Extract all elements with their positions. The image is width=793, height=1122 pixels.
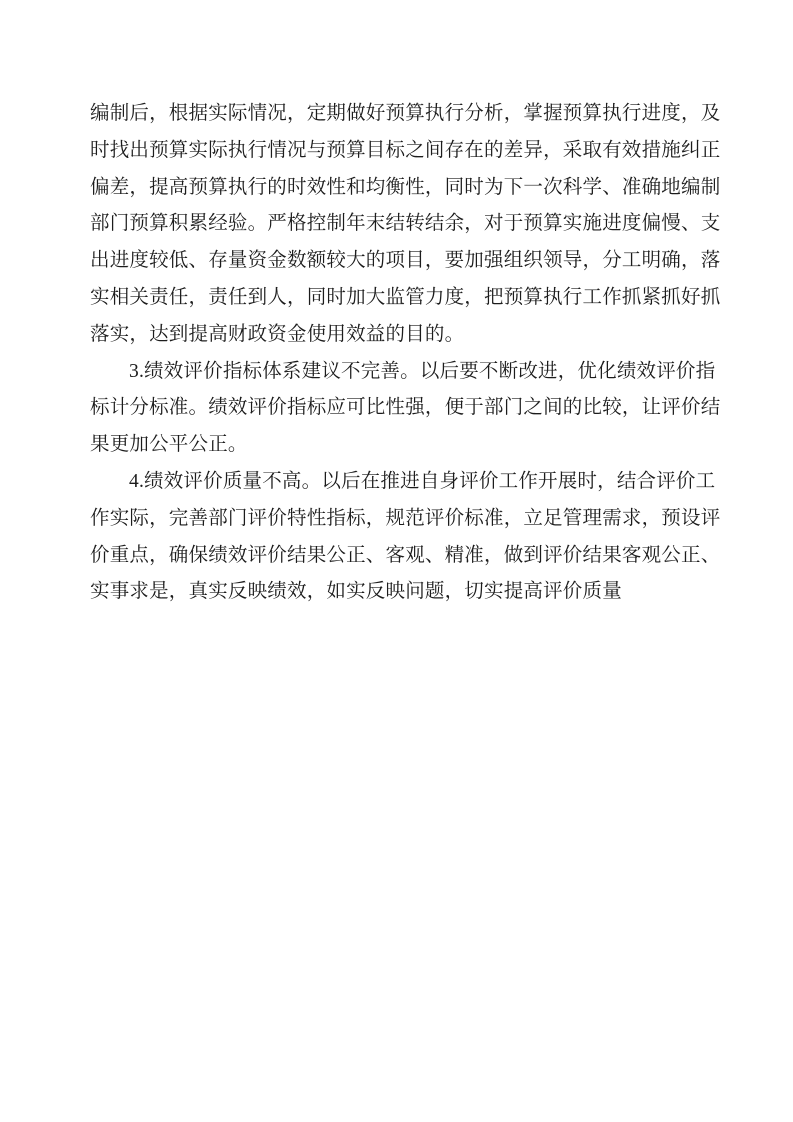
text-line: 部门预算积累经验。严格控制年末结转结余，对于预算实施进度偏慢、支 (90, 213, 721, 235)
text-line: 实相关责任，责任到人，同时加大监管力度，把预算执行工作抓紧抓好抓 (90, 286, 721, 308)
paragraph-budget-execution (90, 96, 721, 354)
text-block (90, 96, 721, 611)
text-line: 出进度较低、存量资金数额较大的项目，要加强组织领导，分工明确，落 (90, 250, 721, 272)
text-line: 实事求是，真实反映绩效，如实反映问题，切实提高评价质量 (90, 581, 622, 603)
text-line: 果更加公平公正。 (90, 434, 248, 456)
paragraph-item-4-evaluation-quality (90, 464, 721, 611)
text-line: 标计分标准。绩效评价指标应可比性强，便于部门之间的比较，让评价结 (90, 397, 721, 419)
text-line: 价重点，确保绩效评价结果公正、客观、精准，做到评价结果客观公正、 (90, 544, 721, 566)
text-line: 时找出预算实际执行情况与预算目标之间存在的差异，采取有效措施纠正 (90, 139, 721, 161)
text-line: 偏差，提高预算执行的时效性和均衡性，同时为下一次科学、准确地编制 (90, 176, 721, 198)
text-line: 4.绩效评价质量不高。以后在推进自身评价工作开展时，结合评价工 (129, 470, 716, 492)
text-line: 3.绩效评价指标体系建议不完善。以后要不断改进，优化绩效评价指 (129, 360, 716, 382)
text-line: 落实，达到提高财政资金使用效益的目的。 (90, 323, 465, 345)
text-line: 编制后，根据实际情况，定期做好预算执行分析，掌握预算执行进度，及 (90, 103, 721, 124)
paragraph-item-3-indicator-system (90, 354, 721, 464)
text-line: 作实际，完善部门评价特性指标，规范评价标准，立足管理需求，预设评 (90, 507, 721, 529)
